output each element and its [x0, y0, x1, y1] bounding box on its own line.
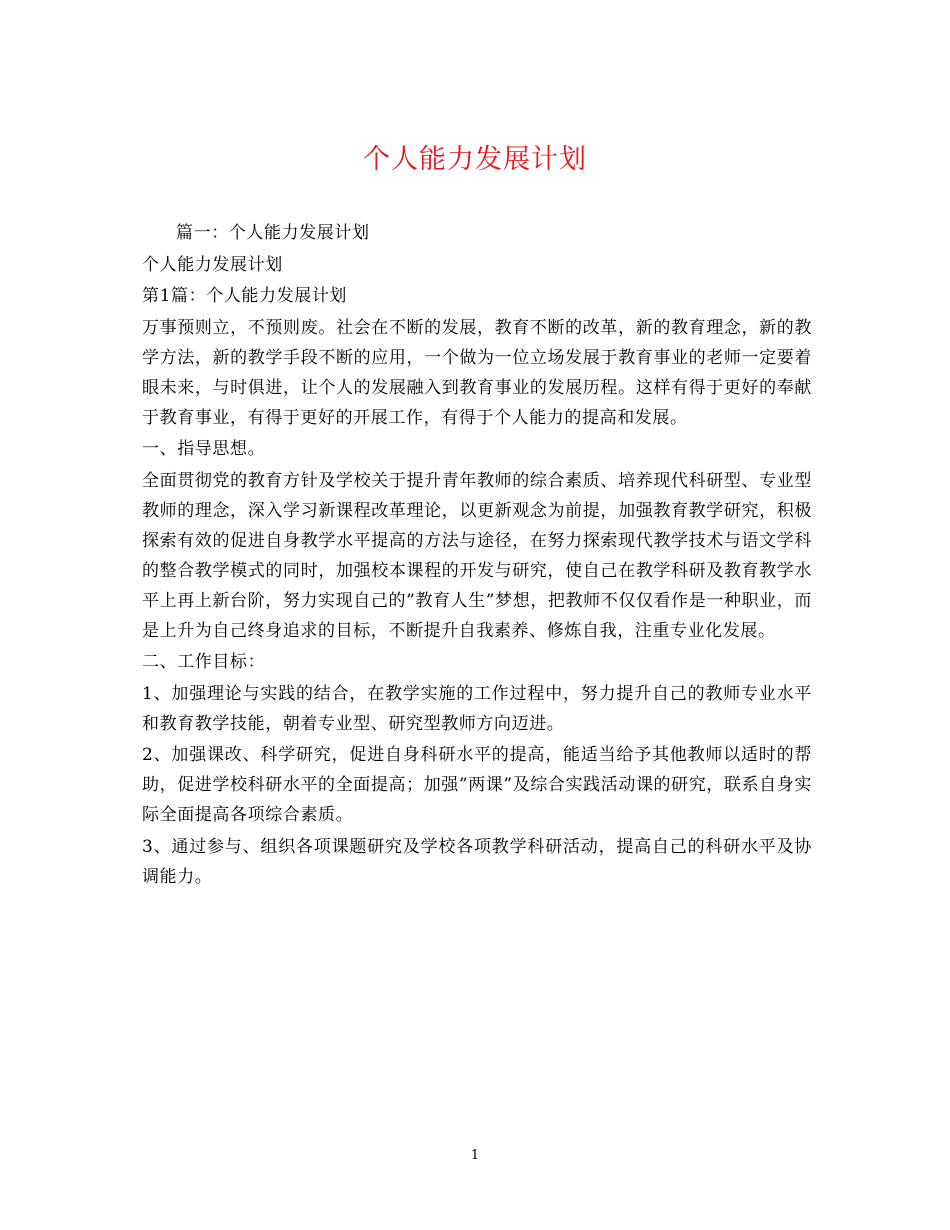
subtitle: 个人能力发展计划 — [142, 254, 283, 275]
document-title: 个人能力发展计划 — [363, 144, 587, 175]
goal-item-1: 1、加强理论与实践的结合，在教学实施的工作过程中，努力提升自己的教师专业水平和教育教学技能，朝着专业型、研究型教师方向迈进。 — [142, 683, 812, 734]
goal-item-3: 3、通过参与、组织各项课题研究及学校各项教学科研活动，提高自己的科研水平及协调能力。 — [142, 836, 812, 887]
document-body — [142, 218, 812, 893]
heading-work-goals: 二、工作目标： — [142, 652, 266, 672]
goal-item-2: 2、加强课改、科学研究，促进自身科研水平的提高，能适当给予其他教师以适时的帮助，促进学校科研水平的全面提高；加强”两课”及综合实践活动课的研究，联系自身实际全面提高各项综合素质。 — [142, 745, 812, 825]
page-number: 1 — [470, 1148, 480, 1163]
section-heading: 篇一：个人能力发展计划 — [176, 223, 370, 243]
intro-paragraph: 万事预则立，不预则废。社会在不断的发展，教育不断的改革，新的教育理念，新的教学方法，新的教学手段不断的应用，一个做为一位立场发展于教育事业的老师一定要着眼未来，与时俱进，让个人的发展融入到教育事业的发展历程。这样有得于更好的奉献于教育事业，有得于更好的开展工作，有得于个人能力的提高和发展。 — [142, 317, 812, 428]
guiding-thought-paragraph: 全面贯彻党的教育方针及学校关于提升青年教师的综合素质、培养现代科研型、专业型教师的理念，深入学习新课程改革理论，以更新观念为前提，加强教育教学研究，积极探索有效的促进自身教学水平提高的方法与途径，在努力探索现代教学技术与语文学科的整合教学模式的同时，加强校本课程的开发与研究，使自己在教学科研及教育教学水平上再上新台阶，努力实现自己的”教育人生”梦想，把教师不仅仅看作是一种职业，而是上升为自己终身追求的目标，不断提升自我素养、修炼自我，注重专业化发展。 — [142, 470, 812, 641]
chapter-heading: 第1篇：个人能力发展计划 — [142, 286, 348, 306]
heading-guiding-thought: 一、指导思想。 — [142, 439, 266, 459]
